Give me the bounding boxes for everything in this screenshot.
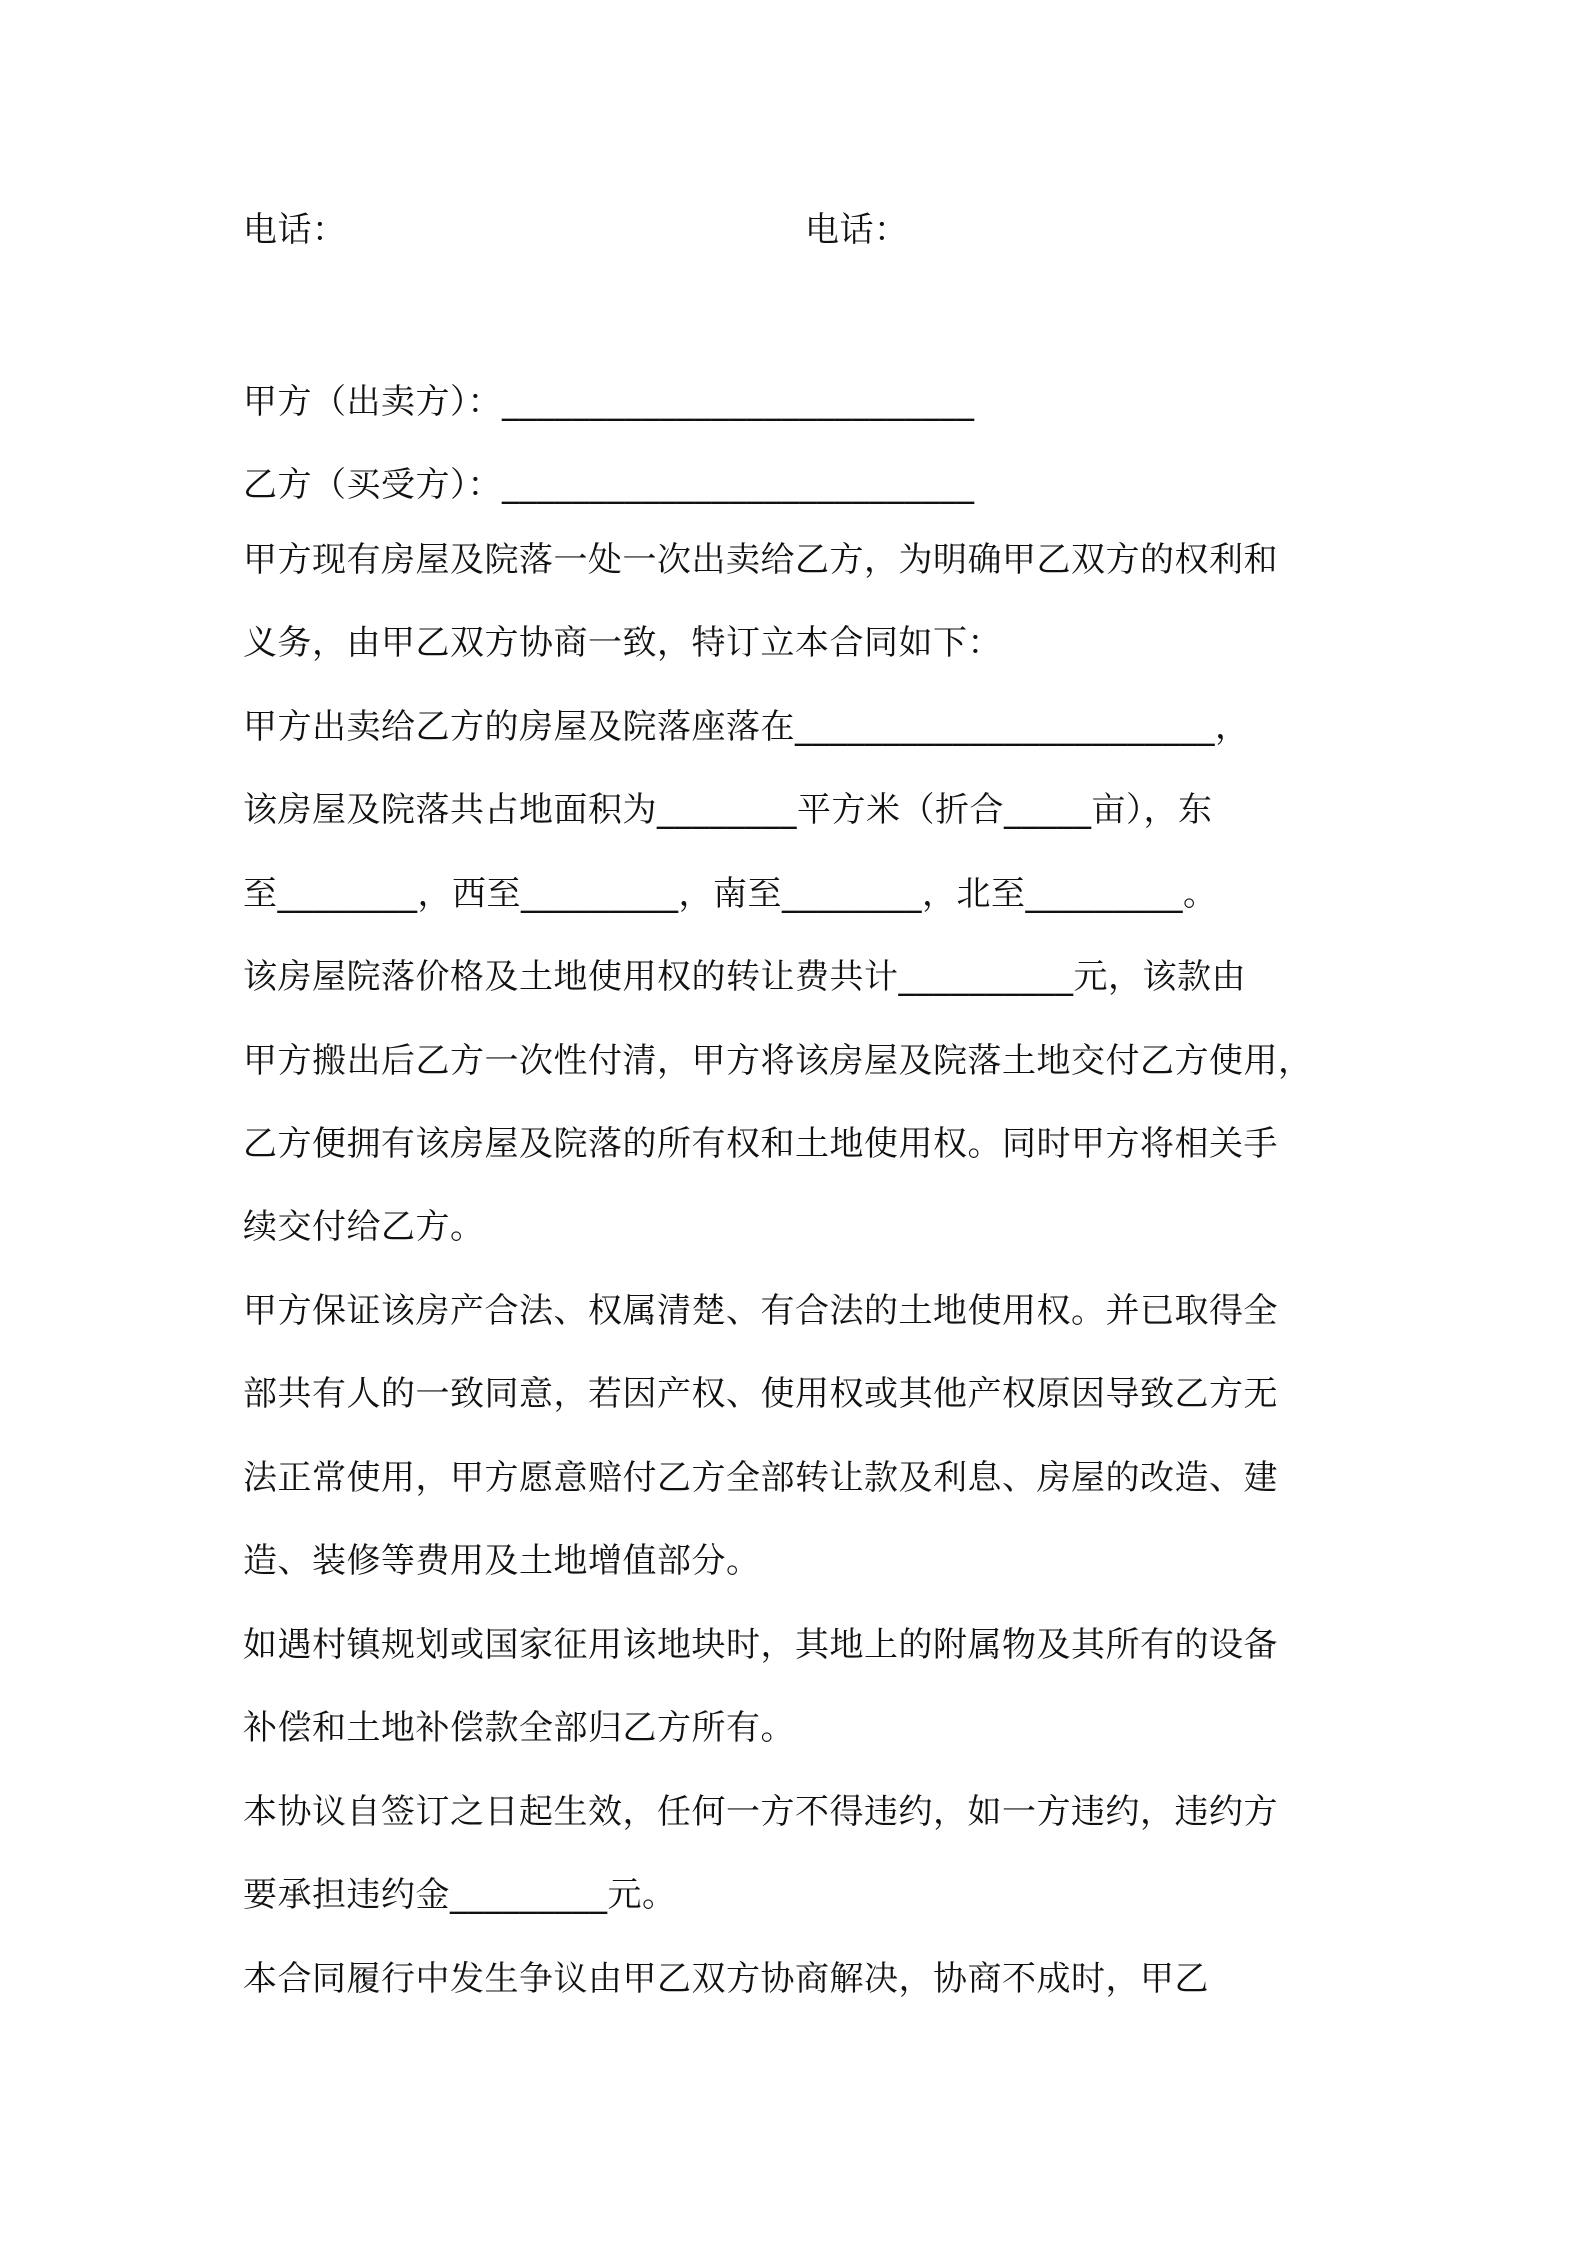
body-line: 部共有人的一致同意，若因产权、使用权或其他产权原因导致乙方无 — [243, 1374, 1278, 1414]
phone-label-right: 电话： — [805, 210, 909, 250]
body-line: 甲方现有房屋及院落一处一次出卖给乙方，为明确甲乙双方的权利和 — [243, 540, 1278, 580]
body-line: 法正常使用，甲方愿意赔付乙方全部转让款及利息、房屋的改造、建 — [243, 1458, 1278, 1498]
body-line: 至________，西至_________，南至________，北至_________。 — [243, 874, 1218, 914]
body-line: 甲方搬出后乙方一次性付清，甲方将该房屋及院落土地交付乙方使用， — [243, 1041, 1313, 1081]
party-b-line: 乙方（买受方）：___________________________ — [243, 465, 975, 505]
body-line: 义务，由甲乙双方协商一致，特订立本合同如下： — [243, 623, 1002, 663]
body-line: 该房屋院落价格及土地使用权的转让费共计__________元，该款由 — [243, 957, 1246, 997]
body-line: 该房屋及院落共占地面积为________平方米（折合_____亩），东 — [243, 790, 1213, 830]
body-line: 本合同履行中发生争议由甲乙双方协商解决，协商不成时，甲乙 — [243, 1959, 1209, 1999]
body-line: 补偿和土地补偿款全部归乙方所有。 — [243, 1708, 795, 1748]
body-line: 续交付给乙方。 — [243, 1207, 485, 1247]
body-line: 本协议自签订之日起生效，任何一方不得违约，如一方违约，违约方 — [243, 1792, 1278, 1832]
body-line: 甲方保证该房产合法、权属清楚、有合法的土地使用权。并已取得全 — [243, 1291, 1278, 1331]
body-line: 造、装修等费用及土地增值部分。 — [243, 1541, 761, 1581]
body-line: 要承担违约金_________元。 — [243, 1875, 677, 1915]
body-line: 乙方便拥有该房屋及院落的所有权和土地使用权。同时甲方将相关手 — [243, 1124, 1278, 1164]
body-line: 甲方出卖给乙方的房屋及院落座落在________________________， — [243, 707, 1250, 747]
phone-label-left: 电话： — [243, 210, 347, 250]
party-a-line: 甲方（出卖方）：___________________________ — [243, 382, 975, 422]
body-line: 如遇村镇规划或国家征用该地块时，其地上的附属物及其所有的设备 — [243, 1625, 1278, 1665]
